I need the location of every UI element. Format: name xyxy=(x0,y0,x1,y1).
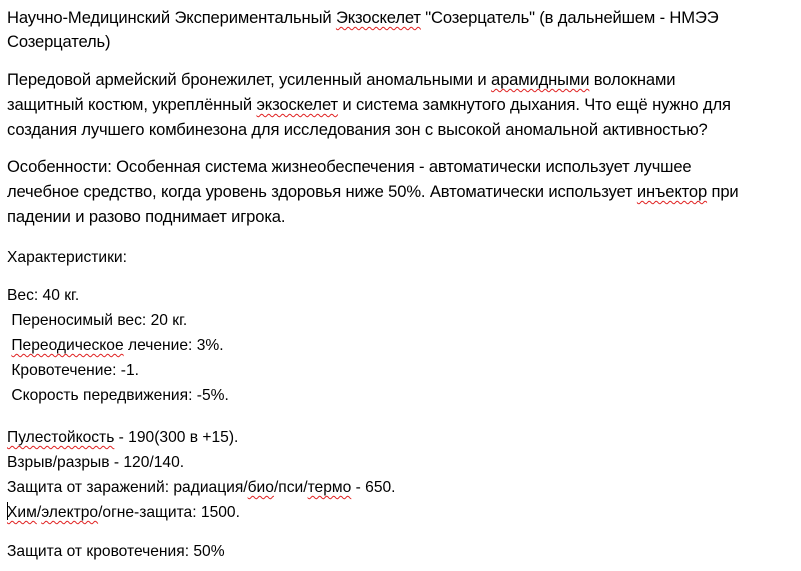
text: "Созерцатель" (в дальнейшем - НМЭЭ xyxy=(420,8,719,27)
title-line-2: Созерцатель) xyxy=(7,32,111,51)
text: - 190(300 в +15). xyxy=(114,429,239,446)
text: защитный костюм, укреплённый xyxy=(7,95,257,114)
specs-heading: Характеристики: xyxy=(7,249,127,266)
text: Передовой армейский бронежилет, усиленный аномальными и xyxy=(7,70,492,89)
text: Научно-Медицинский Экспериментальный xyxy=(7,8,336,27)
spec-weight: Вес: 40 кг. xyxy=(7,287,80,304)
protection-bleeding: Защита от кровотечения: 50% xyxy=(7,543,225,560)
text: лечебное средство, когда уровень здоровья ниже 50%. Автоматически использует xyxy=(7,182,637,201)
description-line-1 xyxy=(7,67,675,92)
text: лечение: 3%. xyxy=(123,337,224,354)
misspelled-word[interactable]: Хим xyxy=(7,504,37,521)
description-line-3: создания лучшего комбинезона для исследования зон с высокой аномальной активностью? xyxy=(7,120,708,139)
text: Защита от заражений: радиация/ xyxy=(7,479,248,496)
protection-chem xyxy=(7,500,240,525)
features-line-2 xyxy=(7,179,739,204)
text: при xyxy=(707,182,739,201)
misspelled-word[interactable]: био xyxy=(247,479,274,496)
protection-blast: Взрыв/разрыв - 120/140. xyxy=(7,454,185,471)
spec-bleeding: Кровотечение: -1. xyxy=(7,362,139,379)
misspelled-word[interactable]: Экзоскелет xyxy=(335,8,421,27)
spec-carry-weight: Переносимый вес: 20 кг. xyxy=(7,312,188,329)
text: - 650. xyxy=(351,479,396,496)
features-line-3: падении и разово поднимает игрока. xyxy=(7,207,286,226)
protection-bullet xyxy=(7,425,238,450)
misspelled-word[interactable]: инъектор xyxy=(636,182,708,201)
description-line-2 xyxy=(7,92,731,117)
spec-periodic-heal xyxy=(7,333,224,358)
misspelled-word[interactable]: электро xyxy=(41,504,99,521)
misspelled-word[interactable]: арамидными xyxy=(491,70,590,89)
text: и система замкнутого дыхания. Что ещё нужно для xyxy=(337,95,731,114)
protection-infection xyxy=(7,475,396,500)
title-line-1 xyxy=(7,5,719,30)
misspelled-word[interactable]: Переодическое xyxy=(11,337,124,354)
text: / xyxy=(36,504,42,521)
features-line-1: Особенности: Особенная система жизнеобеспечения - автоматически использует лучшее xyxy=(7,157,692,176)
misspelled-word[interactable]: экзоскелет xyxy=(256,95,338,114)
misspelled-word[interactable]: Пулестойкость xyxy=(7,429,115,446)
text: /огне-защита: 1500. xyxy=(98,504,240,521)
spec-speed: Скорость передвижения: -5%. xyxy=(7,387,229,404)
text: волокнами xyxy=(589,70,676,89)
text: /пси/ xyxy=(273,479,308,496)
misspelled-word[interactable]: термо xyxy=(307,479,352,496)
